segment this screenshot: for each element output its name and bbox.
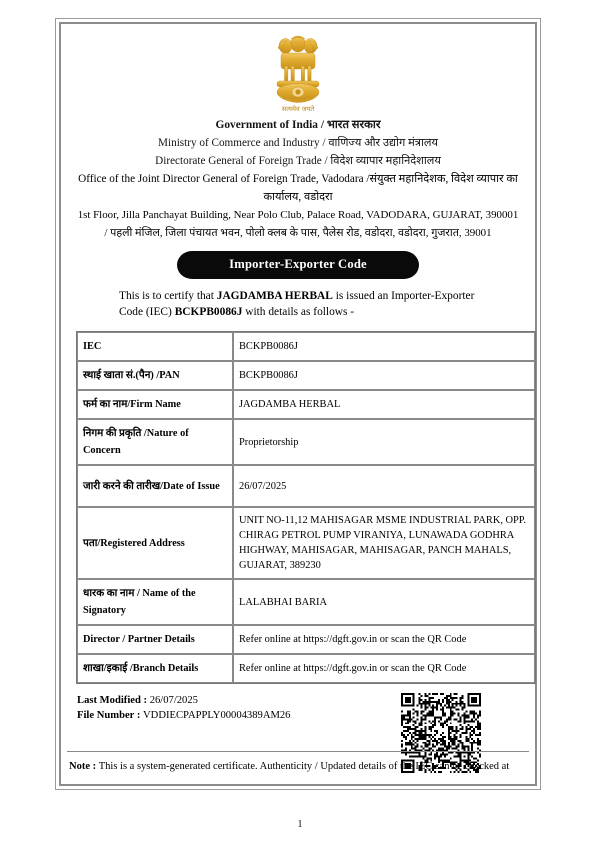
detail-key: निगम की प्रकृति /Nature of Concern [77,419,233,465]
detail-key: फर्म का नाम/Firm Name [77,390,233,419]
header-directorate: Directorate General of Foreign Trade / विदेश व्यापार महानिदेशालय [155,155,441,167]
detail-key: Director / Partner Details [77,625,233,654]
detail-value: Refer online at https://dgft.gov.in or scan the QR Code [233,625,535,654]
table-row [77,390,535,419]
file-number-value: VDDIECPAPPLY00004389AM26 [143,710,291,721]
certify-suffix: with details as follows - [242,306,355,318]
detail-key: शाखा/इकाई /Branch Details [77,654,233,683]
badge-row [71,251,525,279]
state-emblem-icon [268,32,328,114]
table-row [77,507,535,579]
header-address: 1st Floor, Jilla Panchayat Building, Near Polo Club, Palace Road, VADODARA, GUJARAT, 390001 / पहली मंजिल, जिला पंचायत भवन, पोलो क्लब के पास, पैलेस रोड, वडोदरा, वडोदरा, गुजरात, 39001 [77,209,519,239]
detail-value: 26/07/2025 [233,465,535,507]
table-row [77,465,535,507]
importer-exporter-code-badge: Importer-Exporter Code [177,251,419,279]
detail-value: BCKPB0086J [233,361,535,390]
detail-value: Refer online at https://dgft.gov.in or scan the QR Code [233,654,535,683]
detail-value: LALABHAI BARIA [233,579,535,625]
iec-details-table [76,331,536,684]
detail-key: स्थाई खाता सं.(पैन) /PAN [77,361,233,390]
table-row [77,332,535,361]
details-table-body [77,332,535,683]
certify-middle: is issued an Importer-Exporter Code (IEC) [119,290,475,318]
certify-prefix: This is to certify that [119,290,217,302]
table-row [77,625,535,654]
table-row [77,361,535,390]
note-text: This is a system-generated certificate. Authenticity / Updated details of the IEC can be checked at [98,761,510,772]
certify-iec: BCKPB0086J [174,306,243,318]
page-number: 1 [297,818,303,830]
note-label: Note : [69,761,99,772]
detail-value: Proprietorship [233,419,535,465]
page-content [61,24,535,784]
certify-statement [71,288,525,320]
last-modified-value: 26/07/2025 [149,695,198,706]
detail-key: पता/Registered Address [77,507,233,579]
header-government: Government of India / भारत सरकार [215,119,381,131]
state-emblem [71,32,525,116]
detail-value: BCKPB0086J [233,332,535,361]
detail-value: JAGDAMBA HERBAL [233,390,535,419]
detail-key: IEC [77,332,233,361]
table-row [77,579,535,625]
header-ministry: Ministry of Commerce and Industry / वाणिज्य और उद्योग मंत्रालय [158,137,438,149]
file-number-label: File Number : [77,710,144,721]
detail-value: UNIT NO-11,12 MAHISAGAR MSME INDUSTRIAL PARK, OPP. CHIRAG PETROL PUMP VIRANIYA, LUNAWADA GODHRA HIGHWAY, MAHISAGAR, MAHISAGAR, PANCH MAHALS, GUJARAT, 389230 [233,507,535,579]
table-row [77,419,535,465]
emblem-motto: सत्यमेव जयते [281,105,315,113]
header-office: Office of the Joint Director General of Foreign Trade, Vadodara /संयुक्त महानिदेशक, विदेश व्यापार का कार्यालय, वडोदरा [78,173,518,203]
note-box [67,751,529,780]
certify-firm-name: JAGDAMBA HERBAL [216,290,333,302]
last-modified-label: Last Modified : [77,695,150,706]
detail-key: जारी करने की तारीख/Date of Issue [77,465,233,507]
page-inner-border [59,22,537,786]
certificate-page [55,18,541,790]
detail-key: धारक का नाम / Name of the Signatory [77,579,233,625]
table-row [77,654,535,683]
